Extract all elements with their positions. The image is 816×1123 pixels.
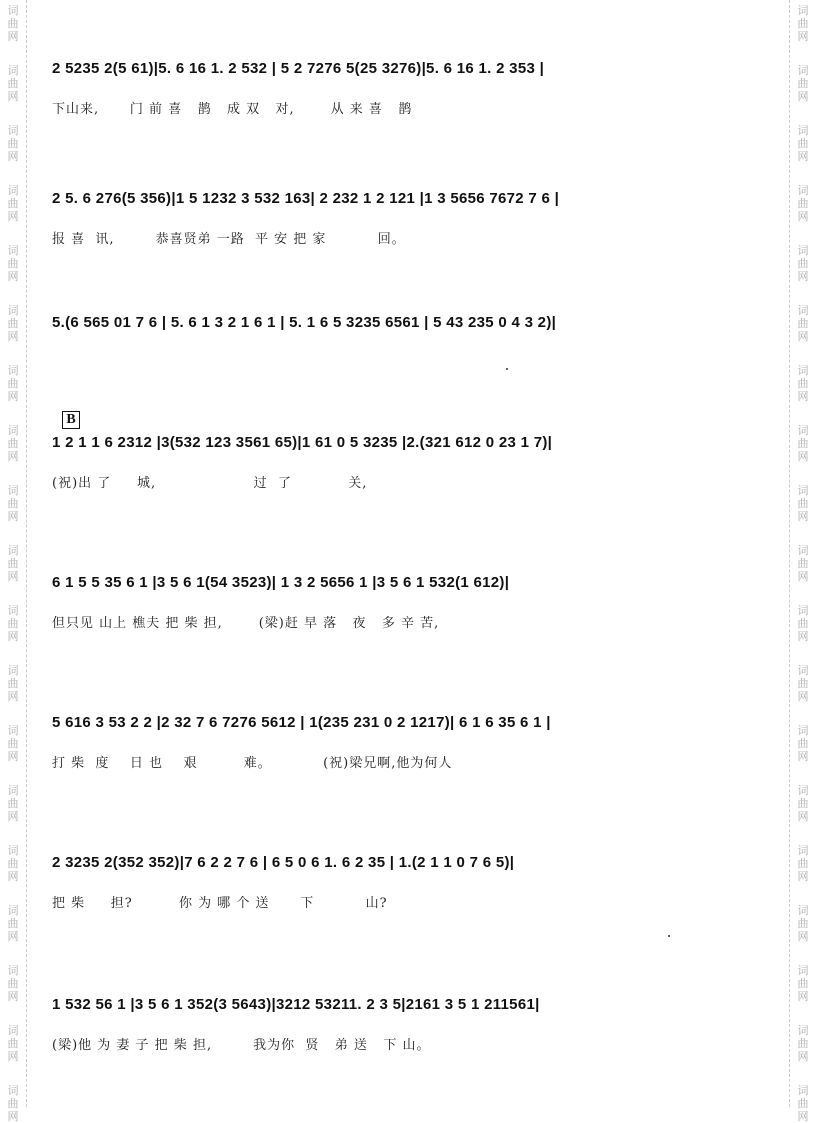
- lyric-line: 打 柴 度 日 也 艰 难。 (祝)梁兄啊,他为何人: [52, 756, 453, 771]
- watermark-text: 词 曲 网: [797, 544, 809, 583]
- watermark-text: 词 曲 网: [7, 664, 19, 703]
- section-label: B: [62, 411, 80, 429]
- notation-line: 2 3235 2(352 352)|7 6 2 2 7 6 | 6 5 0 6 1. 6 2 35 | 1.(2 1 1 0 7 6 5)|: [52, 854, 515, 871]
- watermark-text: 词 曲 网: [797, 484, 809, 523]
- watermark-text: 词 曲 网: [797, 664, 809, 703]
- watermark-text: 词 曲 网: [7, 1084, 19, 1123]
- lyric-line: 但只见 山上 樵夫 把 柴 担, (梁)赶 早 落 夜 多 辛 苦,: [52, 616, 440, 631]
- watermark-text: 词 曲 网: [797, 904, 809, 943]
- watermark-text: 词 曲 网: [7, 124, 19, 163]
- watermark-text: 词 曲 网: [7, 484, 19, 523]
- notation-line: 1 532 56 1 |3 5 6 1 352(3 5643)|3212 53211. 2 3 5|2161 3 5 1 211561|: [52, 996, 540, 1013]
- watermark-text: 词 曲 网: [797, 1024, 809, 1063]
- watermark-text: 词 曲 网: [7, 904, 19, 943]
- stray-dot: [668, 935, 670, 937]
- watermark-text: 词 曲 网: [7, 1024, 19, 1063]
- watermark-text: 词 曲 网: [7, 244, 19, 283]
- watermark-text: 词 曲 网: [7, 4, 19, 43]
- lyric-line: 把 柴 担? 你 为 哪 个 送 下 山?: [52, 896, 388, 911]
- notation-line: 2 5. 6 276(5 356)|1 5 1232 3 532 163| 2 232 1 2 121 |1 3 5656 7672 7 6 |: [52, 190, 560, 207]
- watermark-text: 词 曲 网: [797, 1084, 809, 1123]
- watermark-text: 词 曲 网: [797, 124, 809, 163]
- notation-line: 5 616 3 53 2 2 |2 32 7 6 7276 5612 | 1(235 231 0 2 1217)| 6 1 6 35 6 1 |: [52, 714, 551, 731]
- watermark-text: 词 曲 网: [797, 244, 809, 283]
- watermark-text: 词 曲 网: [7, 604, 19, 643]
- watermark-text: 词 曲 网: [797, 424, 809, 463]
- watermark-text: 词 曲 网: [7, 844, 19, 883]
- notation-line: 2 5235 2(5 61)|5. 6 16 1. 2 532 | 5 2 7276 5(25 3276)|5. 6 16 1. 2 353 |: [52, 60, 545, 77]
- notation-line: 5.(6 565 01 7 6 | 5. 6 1 3 2 1 6 1 | 5. 1 6 5 3235 6561 | 5 43 235 0 4 3 2)|: [52, 314, 557, 331]
- watermark-text: 词 曲 网: [797, 64, 809, 103]
- watermark-text: 词 曲 网: [797, 724, 809, 763]
- watermark-text: 词 曲 网: [7, 544, 19, 583]
- lyric-line: 报 喜 讯, 恭喜贤弟 一路 平 安 把 家 回。: [52, 232, 406, 247]
- watermark-text: 词 曲 网: [7, 724, 19, 763]
- watermark-text: 词 曲 网: [797, 304, 809, 343]
- watermark-text: 词 曲 网: [797, 4, 809, 43]
- watermark-text: 词 曲 网: [797, 604, 809, 643]
- watermark-text: 词 曲 网: [7, 424, 19, 463]
- lyric-line: (祝)出 了 城, 过 了 关,: [52, 476, 368, 491]
- watermark-text: 词 曲 网: [797, 964, 809, 1003]
- watermark-text: 词 曲 网: [797, 364, 809, 403]
- notation-line: 1 2 1 1 6 2312 |3(532 123 3561 65)|1 61 0 5 3235 |2.(321 612 0 23 1 7)|: [52, 434, 553, 451]
- watermark-text: 词 曲 网: [7, 784, 19, 823]
- watermark-text: 词 曲 网: [7, 184, 19, 223]
- watermark-text: 词 曲 网: [7, 64, 19, 103]
- watermark-text: 词 曲 网: [7, 304, 19, 343]
- watermark-text: 词 曲 网: [7, 964, 19, 1003]
- lyric-line: (梁)他 为 妻 子 把 柴 担, 我为你 贤 弟 送 下 山。: [52, 1038, 431, 1053]
- lyric-line: 下山来, 门 前 喜 鹊 成 双 对, 从 来 喜 鹊: [52, 102, 413, 117]
- watermark-text: 词 曲 网: [797, 784, 809, 823]
- stray-dot: [506, 368, 508, 370]
- watermark-text: 词 曲 网: [797, 844, 809, 883]
- watermark-text: 词 曲 网: [797, 184, 809, 223]
- watermark-text: 词 曲 网: [7, 364, 19, 403]
- notation-line: 6 1 5 5 35 6 1 |3 5 6 1(54 3523)| 1 3 2 5656 1 |3 5 6 1 532(1 612)|: [52, 574, 510, 591]
